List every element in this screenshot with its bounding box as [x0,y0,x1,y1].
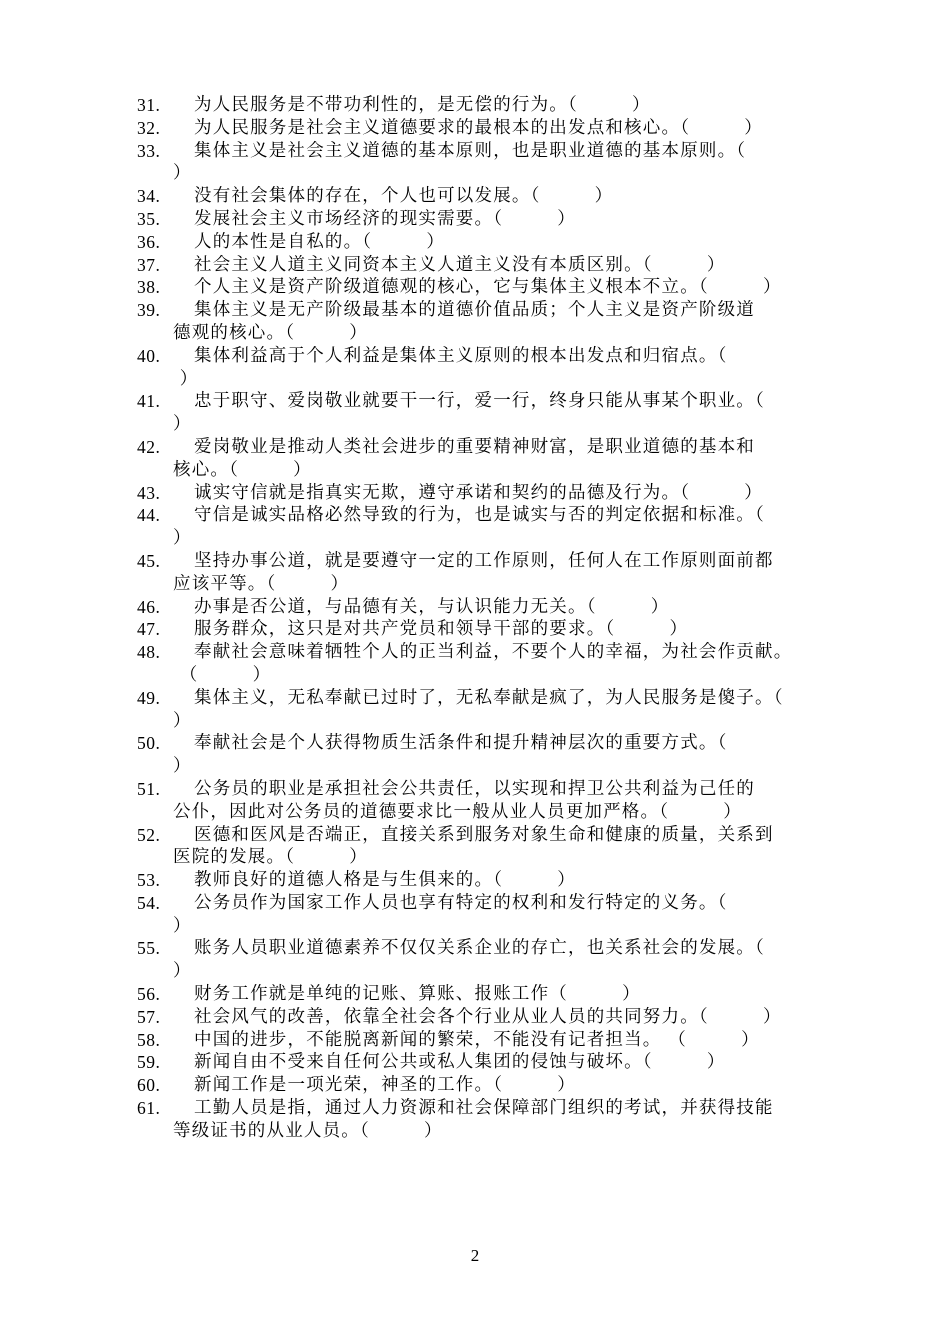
question-list [137,94,872,1143]
question-text-line: ） [173,710,192,731]
question-item [137,1029,872,1052]
question-text-line: 奉献社会意味着牺牲个人的正当利益，不要个人的幸福，为社会作贡献。 [194,642,793,663]
question-text-line: 忠于职守、爱岗敬业就要干一行，爱一行，终身只能从事某个职业。（ [194,391,765,412]
question-number: 42. [137,436,161,457]
question-text [173,436,872,482]
question-item [137,732,872,778]
question-text-line: ） [173,961,192,982]
question-item [137,390,872,436]
question-text-line: ） [173,915,192,936]
question-item [137,596,872,619]
question-text-line: 中国的进步，不能脱离新闻的繁荣，不能没有记者担当。 （ ） [194,1029,760,1050]
question-number: 33. [137,140,161,161]
question-text-line: 工勤人员是指，通过人力资源和社会保障部门组织的考试，并获得技能 [194,1098,774,1119]
question-number: 35. [137,208,161,229]
question-text-line: 公仆，因此对公务员的道德要求比一般从业人员更加严格。（ ） [173,801,742,822]
question-number: 61. [137,1098,161,1119]
question-text-line: 等级证书的从业人员。（ ） [173,1120,443,1141]
question-text-line: 诚实守信就是指真实无欺，遵守承诺和契约的品德及行为。（ ） [194,482,763,503]
question-number: 55. [137,938,161,959]
question-number: 36. [137,231,161,252]
question-number: 39. [137,300,161,321]
question-number: 60. [137,1075,161,1096]
question-item [137,254,872,277]
question-number: 51. [137,778,161,799]
question-text-line: 奉献社会是个人获得物质生活条件和提升精神层次的重要方式。（ [194,733,728,754]
question-item [137,1051,872,1074]
question-number: 49. [137,687,161,708]
question-number: 31. [137,95,161,115]
question-text [173,1097,872,1143]
question-text [173,1006,872,1029]
question-text [173,299,872,345]
question-text [173,778,872,824]
question-item [137,436,872,482]
question-text [173,482,872,505]
question-text-line: 公务员的职业是承担社会公共责任，以实现和捍卫公共利益为己任的 [194,778,755,799]
page-number: 2 [470,1246,480,1265]
question-text [173,732,872,778]
question-text-line: 教师良好的道德人格是与生俱来的。（ ） [194,870,576,891]
question-text-line: 应该平等。（ ） [173,573,350,594]
question-item [137,641,872,687]
question-text-line: 社会风气的改善，依靠全社会各个行业从业人员的共同努力。（ ） [194,1006,782,1027]
question-text [173,1051,872,1074]
question-text-line: 集体利益高于个人利益是集体主义原则的根本出发点和归宿点。（ [194,345,728,366]
question-text-line: ） [173,756,192,777]
question-item [137,276,872,299]
question-text [173,596,872,619]
question-item [137,94,872,117]
question-text-line: 集体主义是社会主义道德的基本原则，也是职业道德的基本原则。（ [194,140,747,161]
question-text [173,824,872,870]
question-text [173,140,872,186]
question-text-line: 办事是否公道，与品德有关，与认识能力无关。（ ） [194,596,670,617]
question-text [173,687,872,733]
question-text [173,276,872,299]
question-item [137,618,872,641]
question-number: 37. [137,254,161,275]
question-text [173,94,872,117]
question-item [137,892,872,938]
question-number: 38. [137,277,161,298]
question-item [137,299,872,345]
question-text [173,892,872,938]
question-number: 40. [137,345,161,366]
question-text [173,1074,872,1097]
question-text [173,117,872,140]
question-text [173,390,872,436]
question-item [137,550,872,596]
question-text [173,983,872,1006]
question-text [173,185,872,208]
question-text-line: 财务工作就是单纯的记账、算账、报账工作（ ） [194,984,641,1005]
question-text-line: 爱岗敬业是推动人类社会进步的重要精神财富，是职业道德的基本和 [194,436,755,457]
question-number: 44. [137,505,161,526]
question-number: 52. [137,824,161,845]
question-item [137,482,872,505]
question-text-line: 公务员作为国家工作人员也享有特定的权利和发行特定的义务。（ [194,892,728,913]
question-number: 50. [137,733,161,754]
question-text-line: 为人民服务是社会主义道德要求的最根本的出发点和核心。（ ） [194,117,763,138]
question-item [137,1006,872,1029]
question-item [137,140,872,186]
question-text [173,345,872,391]
question-text-line: 坚持办事公道，就是要遵守一定的工作原则，任何人在工作原则面前都 [194,550,774,571]
question-text [173,231,872,254]
question-number: 59. [137,1052,161,1073]
question-number: 56. [137,984,161,1005]
question-text-line: 服务群众，这只是对共产党员和领导干部的要求。（ ） [194,619,689,640]
question-text-line: （ ） [173,664,272,685]
question-text-line: ） [173,528,192,549]
question-text-line: 医院的发展。（ ） [173,847,368,868]
question-text [173,254,872,277]
question-text [173,869,872,892]
question-text-line: 人的本性是自私的。（ ） [194,231,446,252]
question-number: 34. [137,186,161,207]
question-text-line: 账务人员职业道德素养不仅仅关系企业的存亡，也关系社会的发展。（ [194,938,765,959]
question-text-line: 没有社会集体的存在，个人也可以发展。（ ） [194,186,614,207]
question-number: 41. [137,391,161,412]
question-item [137,185,872,208]
question-number: 58. [137,1029,161,1050]
question-item [137,117,872,140]
question-text-line: ） [173,163,192,184]
question-text [173,641,872,687]
question-text [173,550,872,596]
question-number: 48. [137,642,161,663]
question-item [137,869,872,892]
question-text-line: 新闻自由不受来自任何公共或私人集团的侵蚀与破坏。（ ） [194,1052,726,1073]
question-item [137,824,872,870]
question-text-line: 发展社会主义市场经济的现实需要。（ ） [194,208,576,229]
question-number: 32. [137,117,161,138]
question-text-line: 德观的核心。（ ） [173,322,368,343]
question-text-line: 社会主义人道主义同资本主义人道主义没有本质区别。（ ） [194,254,726,275]
question-text-line: 个人主义是资产阶级道德观的核心，它与集体主义根本不立。（ ） [194,277,782,298]
question-item [137,231,872,254]
question-item [137,1097,872,1143]
question-item [137,1074,872,1097]
question-text-line: 守信是诚实品格必然导致的行为，也是诚实与否的判定依据和标准。（ [194,505,765,526]
question-text-line: 医德和医风是否端正，直接关系到服务对象生命和健康的质量，关系到 [194,824,774,845]
question-text [173,1029,872,1052]
question-text-line: ） [173,414,192,435]
question-text-line: 新闻工作是一项光荣，神圣的工作。（ ） [194,1075,576,1096]
question-text [173,618,872,641]
question-number: 57. [137,1006,161,1027]
question-item [137,504,872,550]
question-number: 46. [137,596,161,617]
question-number: 47. [137,619,161,640]
question-number: 43. [137,482,161,503]
question-item [137,345,872,391]
question-item [137,983,872,1006]
question-item [137,778,872,824]
question-text [173,504,872,550]
question-text [173,208,872,231]
question-number: 45. [137,550,161,571]
question-text-line: 为人民服务是不带功利性的，是无偿的行为。（ ） [194,95,651,115]
question-text-line: ） [173,368,199,389]
question-text-line: 核心。（ ） [173,459,312,480]
question-text [173,937,872,983]
question-text-line: 集体主义是无产阶级最基本的道德价值品质；个人主义是资产阶级道 [194,300,755,321]
question-item [137,687,872,733]
question-text-line: 集体主义，无私奉献已过时了，无私奉献是疯了，为人民服务是傻子。（ [194,687,784,708]
question-number: 54. [137,892,161,913]
question-item [137,208,872,231]
question-item [137,937,872,983]
question-number: 53. [137,870,161,891]
